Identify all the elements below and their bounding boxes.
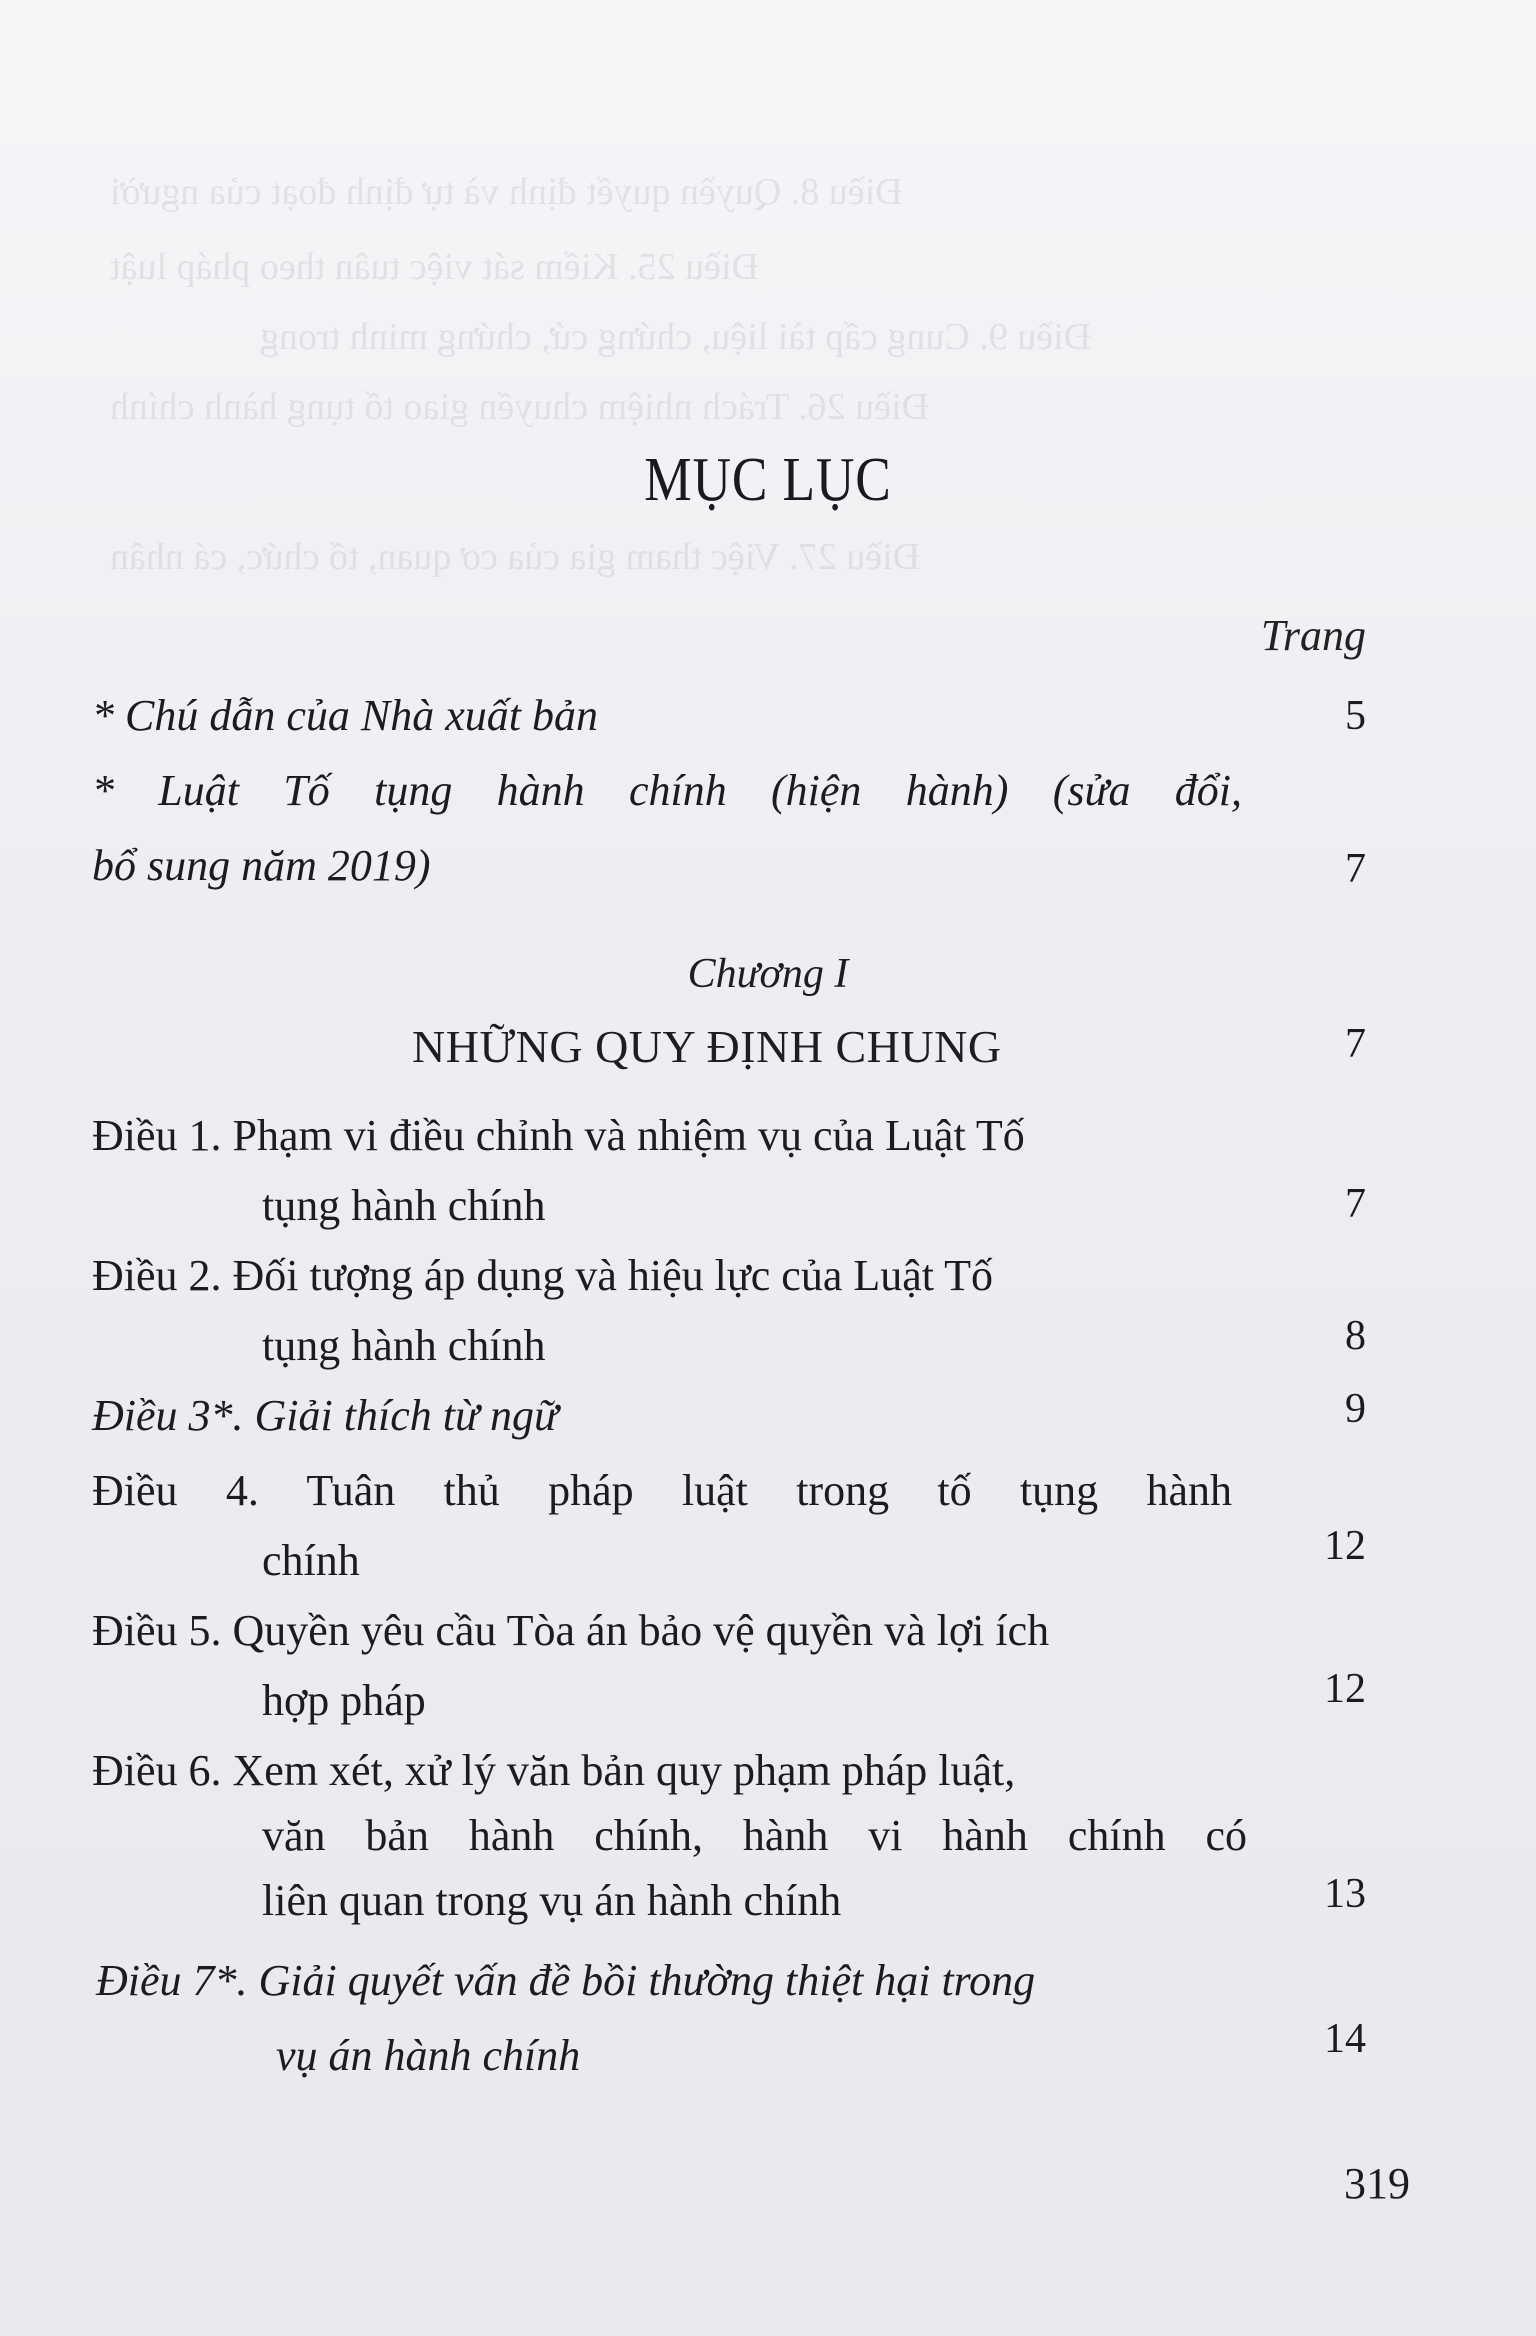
toc-entry-article [92,1745,1015,1796]
toc-entry-label: Điều 1. Phạm vi điều chỉnh và nhiệm vụ của Luật Tố [92,1111,1025,1160]
toc-entry-page: 7 [1345,846,1366,892]
toc-entry-label: liên quan trong vụ án hành chính [262,1876,842,1925]
toc-entry-label: văn bản hành chính, hành vi hành chính có [262,1811,1247,1860]
toc-entry-page: 13 [1324,1871,1366,1917]
toc-entry-label: Điều 6. Xem xét, xử lý văn bản quy phạm pháp luật, [92,1746,1016,1795]
toc-entry-page: 5 [1345,693,1366,739]
page-title: MỤC LỤC [644,446,892,514]
toc-entry-front-matter-cont [92,840,431,891]
toc-entry-label: Điều 4. Tuân thủ pháp luật trong tố tụng hành [92,1466,1232,1515]
toc-entry-label: Điều 7*. Giải quyết vấn đề bồi thường thiệt hại trong [96,1956,1036,2005]
toc-entry-front-matter [92,690,598,741]
toc-entry-article-cont [262,1320,546,1371]
show-through-text: Điều 9. Cung cấp tài liệu, chứng cứ, chứng minh trong [260,316,1092,358]
toc-entry-article-cont [262,1535,360,1586]
toc-entry-front-matter [92,765,1242,816]
toc-entry-article [92,1390,558,1441]
show-through-text: Điều 25. Kiểm sát việc tuân theo pháp luật [110,246,759,288]
toc-entry-label: hợp pháp [262,1676,426,1725]
toc-entry-label: * Luật Tố tụng hành chính (hiện hành) (sửa đổi, [92,766,1242,815]
toc-entry-page: 14 [1324,2016,1366,2062]
toc-entry-article-cont [262,1675,426,1726]
toc-entry-label: tụng hành chính [262,1321,546,1370]
page-column-header: Trang [1260,611,1366,660]
show-through-text: Điều 8. Quyền quyết định và tự định đoạt của người [110,171,903,213]
show-through-text: Điều 27. Việc tham gia của cơ quan, tổ chức, cá nhân [110,536,921,578]
toc-entry-article-cont [262,1875,841,1926]
chapter-number: Chương I [687,951,849,997]
toc-entry-label: bổ sung năm 2019) [92,841,431,890]
toc-entry-page: 8 [1345,1313,1366,1359]
toc-entry-article [96,1955,1035,2006]
toc-entry-article-cont [276,2030,580,2081]
toc-entry-label: tụng hành chính [262,1181,546,1230]
toc-entry-label: Điều 5. Quyền yêu cầu Tòa án bảo vệ quyền và lợi ích [92,1606,1050,1655]
toc-entry-article [92,1465,1232,1516]
toc-entry-article-cont [262,1810,1247,1861]
toc-entry-article [92,1110,1025,1161]
toc-entry-article [92,1250,993,1301]
toc-entry-article-cont [262,1180,546,1231]
toc-entry-article [92,1605,1049,1656]
toc-entry-label: vụ án hành chính [276,2031,581,2080]
toc-entry-label: * Chú dẫn của Nhà xuất bản [92,691,598,740]
chapter-title: NHỮNG QUY ĐỊNH CHUNG [412,1021,1002,1072]
toc-entry-page: 7 [1345,1181,1366,1227]
toc-entry-page: 9 [1345,1386,1366,1432]
toc-entry-label: chính [262,1536,360,1585]
show-through-text: Điều 26. Trách nhiệm chuyển giao tố tụng hành chính [110,386,929,428]
toc-entry-page: 12 [1324,1666,1366,1712]
page-number: 319 [1344,2159,1410,2208]
toc-entry-label: Điều 2. Đối tượng áp dụng và hiệu lực của Luật Tố [92,1251,994,1300]
chapter-page: 7 [1345,1021,1366,1067]
toc-entry-label: Điều 3*. Giải thích từ ngữ [92,1391,558,1440]
toc-entry-page: 12 [1324,1523,1366,1569]
